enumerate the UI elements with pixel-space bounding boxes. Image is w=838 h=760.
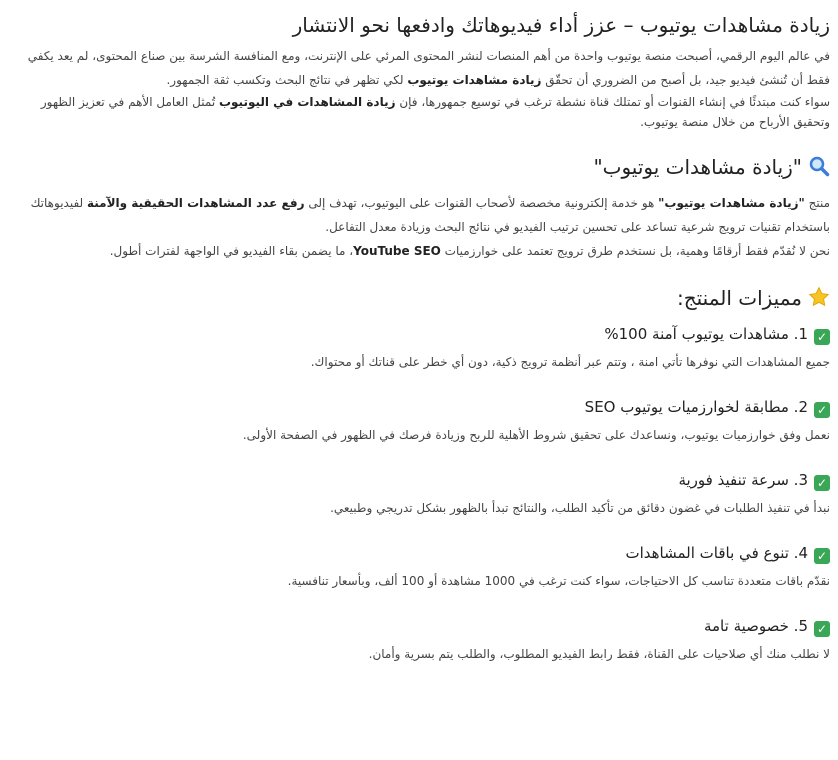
feature-item [8, 395, 830, 447]
page-title: زيادة مشاهدات يوتيوب – عزز أداء فيديوهاتك وادفعها نحو الانتشار [292, 13, 830, 37]
features-heading [8, 283, 830, 316]
intro-text: لكي تظهر في نتائج البحث وتكسب ثقة الجمهور. [166, 73, 408, 87]
magnifier-icon [808, 155, 830, 185]
feature-description: نبدأ في تنفيذ الطلبات في غضون دقائق من تأكيد الطلب، والنتائج تبدأ بالظهور بشكل تدريجي وطبيعي. [330, 501, 830, 515]
feature-item [8, 468, 830, 520]
star-icon [808, 286, 830, 316]
feature-title-text: 3. سرعة تنفيذ فورية [678, 471, 808, 489]
feature-description: لا نطلب منك أي صلاحيات على القناة، فقط رابط الفيديو المطلوب، والطلب يتم بسرية وأمان. [368, 647, 830, 661]
product-heading-text: "زيادة مشاهدات يوتيوب" [593, 155, 802, 179]
feature-title-text: 5. خصوصية تامة [703, 617, 808, 635]
feature-title [8, 468, 830, 492]
features-heading-text: مميزات المنتج: [676, 286, 802, 310]
feature-description: نقدّم باقات متعددة تناسب كل الاحتياجات، سواء كنت ترغب في 1000 مشاهدة أو 100 ألف، وبأسعار تنافسية. [287, 574, 830, 588]
feature-description: جميع المشاهدات التي نوفرها تأتي امنة ، وتتم عبر أنظمة ترويج ذكية، دون أي خطر على قناتك أو محتواك. [310, 355, 830, 369]
intro-paragraph-1 [8, 44, 830, 92]
feature-title-text: 4. تنوع في باقات المشاهدات [625, 544, 808, 562]
feature-item [8, 541, 830, 593]
product-paragraph-1 [8, 191, 830, 239]
feature-description: نعمل وفق خوارزميات يوتيوب، ونساعدك على تحقيق شروط الأهلية للربح وزيادة فرصك في الظهور في الصفحة الأولى. [242, 428, 830, 442]
feature-title-text: 2. مطابقة لخوارزميات يوتيوب SEO [584, 398, 808, 416]
product-keyword: YouTube SEO [353, 244, 441, 258]
product-text: هو خدمة إلكترونية مخصصة لأصحاب القنوات على اليوتيوب، تهدف إلى [304, 196, 659, 210]
check-box-icon: ✓ [814, 329, 830, 345]
feature-title [8, 322, 830, 346]
intro-text: في عالم اليوم الرقمي، أصبحت منصة يوتيوب واحدة من أهم المنصات لنشر المحتوى المرئي على الإنترنت، ومع المنافسة الشرسة بين صناع المحتوى، لم يعد يكفي فقط أن تُنشئ فيديو جيد، بل أصبح من الضروري أن تحقّق [27, 49, 830, 87]
feature-title [8, 541, 830, 565]
check-box-icon: ✓ [814, 548, 830, 564]
feature-item [8, 322, 830, 374]
product-keyword: "زيادة مشاهدات يوتيوب" [658, 196, 805, 210]
feature-title-text: 1. مشاهدات يوتيوب آمنة 100% [604, 325, 808, 343]
check-box-icon: ✓ [814, 475, 830, 491]
feature-item [8, 614, 830, 666]
product-keyword: رفع عدد المشاهدات الحقيقية والآمنة [87, 196, 305, 210]
check-box-icon: ✓ [814, 621, 830, 637]
product-text: ، ما يضمن بقاء الفيديو في الواجهة لفترات أطول. [109, 244, 354, 258]
product-heading [8, 152, 830, 185]
check-box-icon: ✓ [814, 402, 830, 418]
product-text: منتج [804, 196, 830, 210]
intro-paragraph-2 [8, 92, 830, 132]
product-text: نحن لا نُقدّم فقط أرقامًا وهمية، بل نستخدم طرق ترويج تعتمد على خوارزميات [440, 244, 830, 258]
intro-keyword: زيادة المشاهدات في اليوتيوب [218, 95, 396, 109]
product-paragraph-2 [8, 239, 830, 263]
intro-text: تُمثل العامل الأهم في تعزيز الظهور وتحقيق الأرباح من خلال منصة يوتيوب. [40, 95, 830, 129]
intro-keyword: زيادة مشاهدات يوتيوب [407, 73, 542, 87]
product-text: لفيديوهاتك باستخدام تقنيات ترويج شرعية تساعد على تحسين ترتيب الفيديو في نتائج البحث وزيادة معدل التفاعل. [30, 196, 830, 234]
intro-text: سواء كنت مبتدئًا في إنشاء القنوات أو تمتلك قناة نشطة ترغب في توسيع جمهورها، فإن [395, 95, 830, 109]
feature-title [8, 395, 830, 419]
feature-title [8, 614, 830, 638]
